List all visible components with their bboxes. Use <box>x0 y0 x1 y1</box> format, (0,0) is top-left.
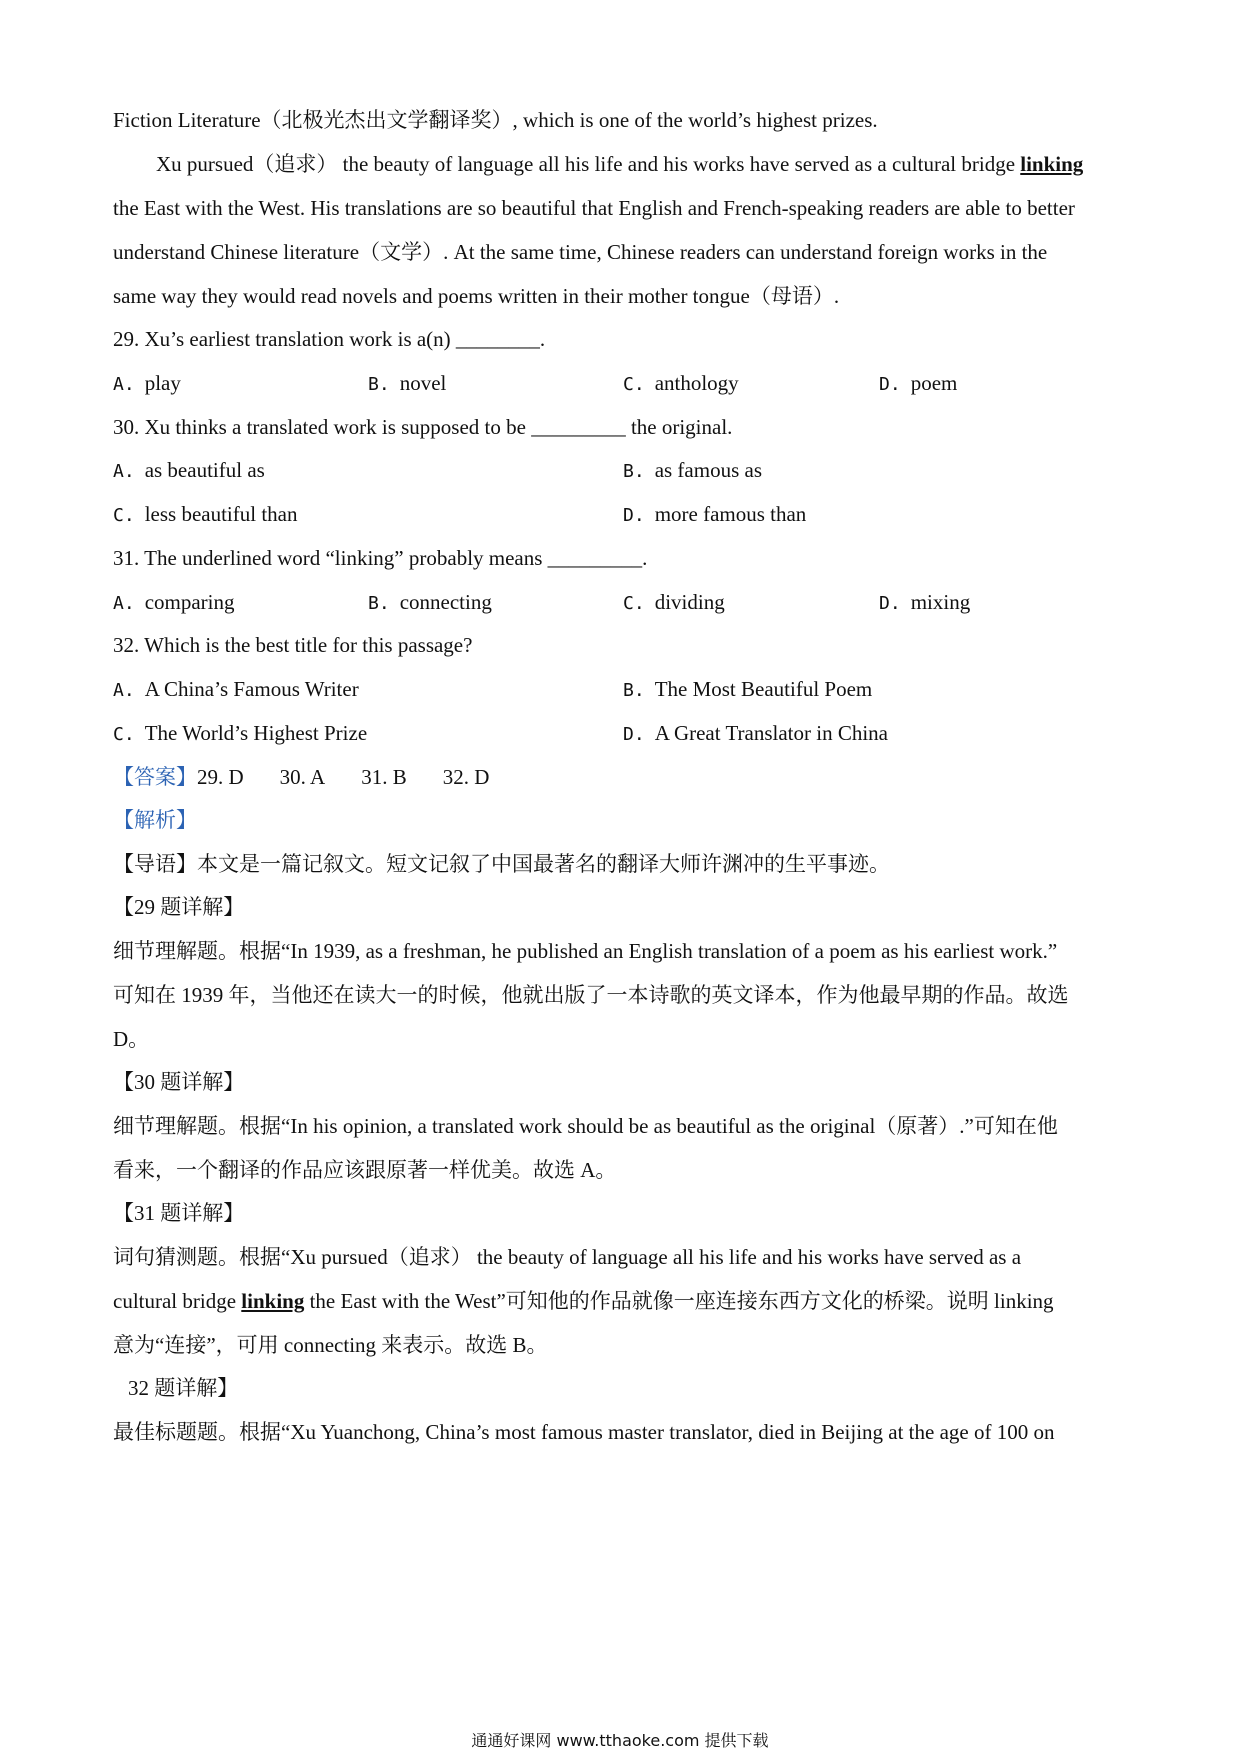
detail-line: 词句猜测题。根据“Xu pursued（追求） the beauty of language all his life and his works have served as a <box>113 1245 1022 1269</box>
detail-line: 细节理解题。根据“In his opinion, a translated work should be as beautiful as the original（原著）.”可知在他 <box>113 1114 1058 1138</box>
option-letter: B. <box>368 593 390 614</box>
answer-item: 30. A <box>279 765 326 789</box>
option-letter: C. <box>113 724 135 745</box>
detail-line <box>113 1287 1133 1315</box>
option-text: less beautiful than <box>144 502 298 526</box>
option-letter: B. <box>368 374 390 395</box>
question-stem: 30. Xu thinks a translated work is supposed to be _________ the original. <box>113 415 733 439</box>
passage-line: Fiction Literature（北极光杰出文学翻译奖）, which is one of the world’s highest prizes. <box>113 108 878 132</box>
option <box>623 500 806 530</box>
option-letter: C. <box>113 505 135 526</box>
option-text: dividing <box>654 590 725 614</box>
detail-text: cultural bridge <box>113 1289 242 1313</box>
option-letter: A. <box>113 461 135 482</box>
option-text: anthology <box>654 371 739 395</box>
option <box>113 675 359 705</box>
detail-line: D。 <box>113 1027 150 1051</box>
option <box>113 500 297 530</box>
question-stem: 29. Xu’s earliest translation work is a(n) ________. <box>113 327 546 351</box>
option-letter: A. <box>113 374 135 395</box>
underlined-word: linking <box>241 1289 305 1313</box>
option <box>623 588 725 618</box>
answer-item: 31. B <box>361 765 407 789</box>
option <box>623 719 888 749</box>
option <box>113 719 367 749</box>
answer-item: 29. D <box>197 765 244 789</box>
detail-heading: 【31 题详解】 <box>113 1201 245 1225</box>
option-text: comparing <box>144 590 235 614</box>
option-text: as beautiful as <box>144 458 265 482</box>
answer-item: 32. D <box>442 765 490 789</box>
detail-heading: 32 题详解】 <box>128 1376 239 1400</box>
passage-line: the East with the West. His translations are so beautiful that English and French-speaking readers are able to better <box>113 196 1075 220</box>
underlined-word: linking <box>1020 152 1084 176</box>
detail-heading: 【30 题详解】 <box>113 1070 245 1094</box>
option <box>368 588 492 618</box>
option <box>623 675 872 705</box>
option-text: A China’s Famous Writer <box>144 677 359 701</box>
detail-line: 意为“连接”，可用 connecting 来表示。故选 B。 <box>113 1333 548 1357</box>
option <box>368 369 446 399</box>
option <box>879 588 970 618</box>
option-letter: D. <box>879 593 901 614</box>
option-text: A Great Translator in China <box>654 721 889 745</box>
option-text: as famous as <box>654 458 762 482</box>
passage-text: Xu pursued（追求） the beauty of language all his life and his works have served as a cultural bridge <box>156 152 1021 176</box>
detail-heading: 【29 题详解】 <box>113 895 245 919</box>
option-letter: B. <box>623 680 645 701</box>
detail-line: 细节理解题。根据“In 1939, as a freshman, he published an English translation of a poem as his earliest work.” <box>113 939 1058 963</box>
option-letter: B. <box>623 461 645 482</box>
guide-text: 【导语】本文是一篇记叙文。短文记叙了中国最著名的翻译大师许渊冲的生平事迹。 <box>113 852 890 876</box>
option <box>623 456 762 486</box>
answer-line <box>113 763 1133 791</box>
option <box>113 588 235 618</box>
option <box>113 456 265 486</box>
option <box>879 369 957 399</box>
option-text: poem <box>910 371 958 395</box>
passage-line: same way they would read novels and poems written in their mother tongue（母语）. <box>113 284 840 308</box>
detail-text: the East with the West”可知他的作品就像一座连接东西方文化的桥梁。说明 linking <box>304 1289 1054 1313</box>
detail-line: 可知在 1939 年，当他还在读大一的时候，他就出版了一本诗歌的英文译本，作为他最早期的作品。故选 <box>113 983 1069 1007</box>
option-text: play <box>144 371 181 395</box>
page-footer: 通通好课网 www.tthaoke.com 提供下载 <box>471 1731 769 1750</box>
question-stem: 31. The underlined word “linking” probably means _________. <box>113 546 648 570</box>
analysis-label: 【解析】 <box>113 808 197 832</box>
detail-line: 看来，一个翻译的作品应该跟原著一样优美。故选 A。 <box>113 1158 617 1182</box>
question-stem: 32. Which is the best title for this passage? <box>113 633 473 657</box>
option-text: mixing <box>910 590 971 614</box>
option-letter: D. <box>623 724 645 745</box>
passage-line <box>156 150 1176 178</box>
option <box>623 369 739 399</box>
option-text: The Most Beautiful Poem <box>654 677 873 701</box>
option-text: more famous than <box>654 502 807 526</box>
detail-line: 最佳标题题。根据“Xu Yuanchong, China’s most famous master translator, died in Beijing at the age of 100 on <box>113 1420 1055 1444</box>
option-text: The World’s Highest Prize <box>144 721 368 745</box>
option-letter: A. <box>113 593 135 614</box>
passage-line: understand Chinese literature（文学）. At the same time, Chinese readers can understand foreign works in the <box>113 240 1048 264</box>
option-text: connecting <box>399 590 492 614</box>
option-letter: A. <box>113 680 135 701</box>
option-letter: C. <box>623 374 645 395</box>
option <box>113 369 181 399</box>
option-letter: D. <box>623 505 645 526</box>
option-letter: D. <box>879 374 901 395</box>
answer-label: 【答案】 <box>113 765 197 789</box>
option-letter: C. <box>623 593 645 614</box>
option-text: novel <box>399 371 447 395</box>
